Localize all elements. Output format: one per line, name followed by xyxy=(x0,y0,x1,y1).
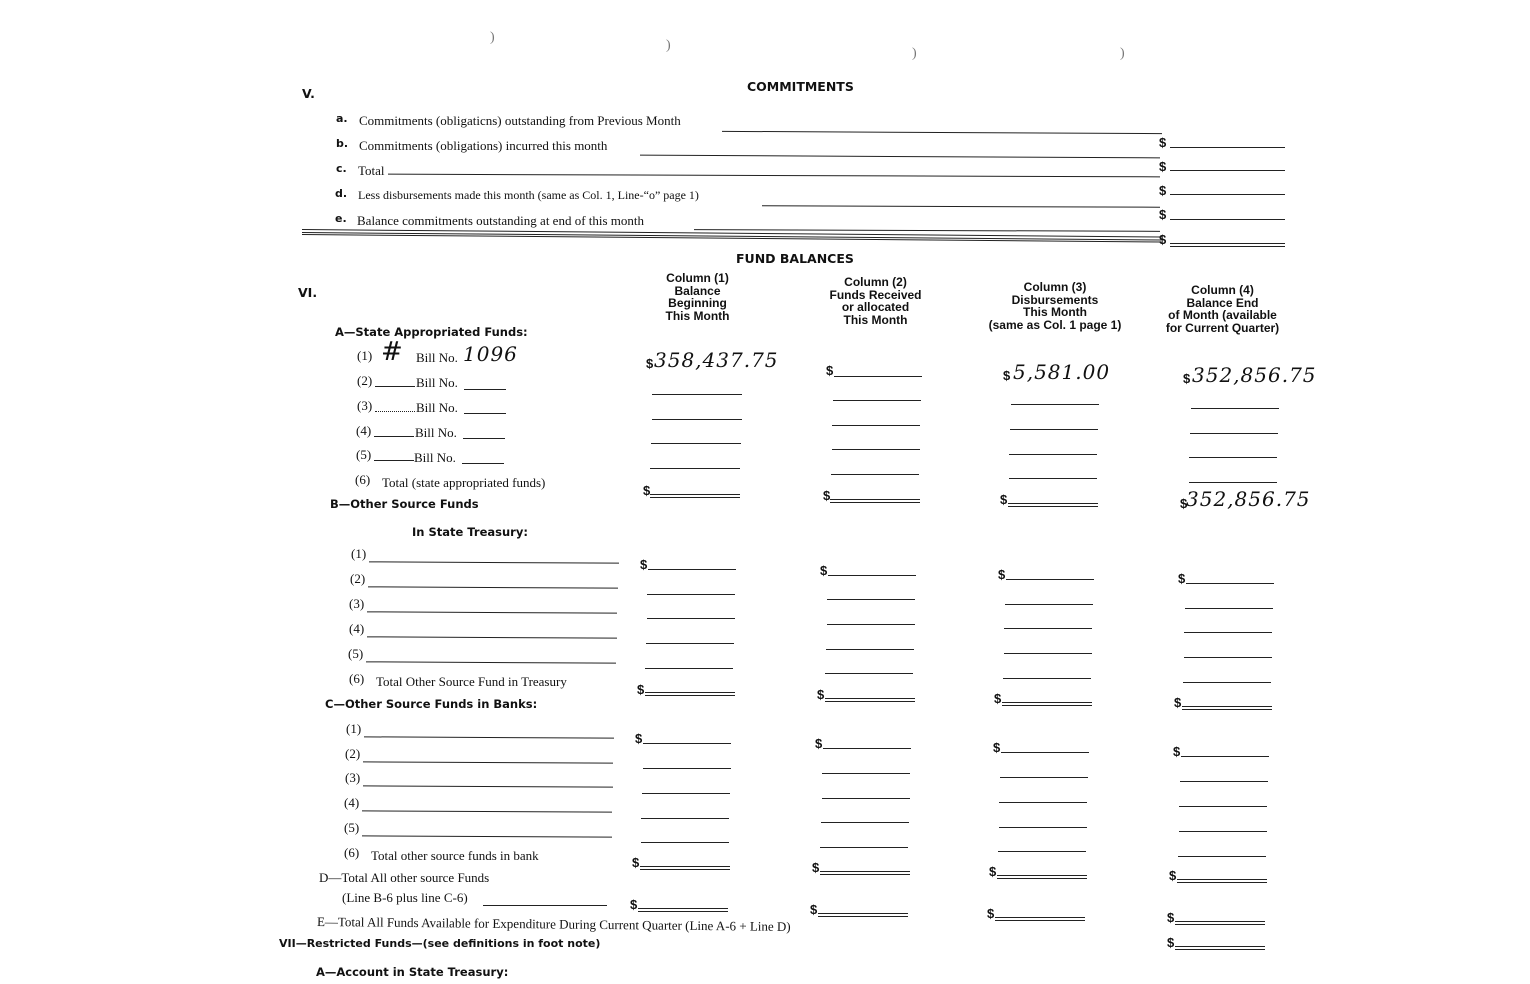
c-row-num-5: (5) xyxy=(344,820,360,835)
restricted-funds-amount[interactable] xyxy=(1175,946,1265,950)
column-1-header: Column (1) Balance Beginning This Month xyxy=(665,271,730,323)
a3-col1[interactable] xyxy=(652,419,742,420)
b1-col4[interactable] xyxy=(1186,583,1274,584)
scan-speck: ) xyxy=(912,46,917,61)
b6-col3[interactable] xyxy=(1002,702,1092,706)
dollar-sign: $ xyxy=(1173,744,1181,759)
a-row-5-bill-number[interactable] xyxy=(462,463,504,464)
commitment-text-a: Commitments (obligaticns) outstanding from Previous Month xyxy=(359,113,681,128)
b3-col1[interactable] xyxy=(647,618,735,619)
b1-col3[interactable] xyxy=(1006,579,1094,580)
dollar-sign: $ xyxy=(994,691,1002,706)
b3-col2[interactable] xyxy=(827,624,915,625)
b-row-num-1: (1) xyxy=(351,546,367,561)
a-row-num-4: (4) xyxy=(356,423,372,438)
a3-col3[interactable] xyxy=(1010,429,1098,430)
a4-col2[interactable] xyxy=(832,449,920,450)
c-total-num: (6) xyxy=(344,845,360,860)
c-row-2-name[interactable] xyxy=(363,761,613,763)
d-col4[interactable] xyxy=(1175,921,1265,925)
c2-col1[interactable] xyxy=(643,768,731,769)
a-row-3-mark-line[interactable] xyxy=(375,411,415,412)
a-row-5-mark-line[interactable] xyxy=(374,460,414,461)
a3-col4[interactable] xyxy=(1190,433,1278,434)
c5-col1[interactable] xyxy=(641,842,729,843)
c3-col3[interactable] xyxy=(999,802,1087,803)
banks-heading: C—Other Source Funds in Banks: xyxy=(325,697,538,711)
a-row-2-bill-label: Bill No. xyxy=(416,375,458,390)
dollar-sign: $ xyxy=(1159,207,1167,222)
c-row-5-name[interactable] xyxy=(362,835,612,837)
a2-col4[interactable] xyxy=(1191,408,1279,409)
dollar-sign: $ xyxy=(1167,910,1175,925)
b3-col3[interactable] xyxy=(1004,628,1092,629)
a4-col3[interactable] xyxy=(1009,454,1097,455)
commitment-amount-b[interactable] xyxy=(1170,170,1285,171)
dollar-sign: $ xyxy=(998,567,1006,582)
c2-col4[interactable] xyxy=(1180,781,1268,782)
a-row-2-mark-line[interactable] xyxy=(375,386,415,387)
scan-speck: ) xyxy=(1120,46,1125,61)
column-2-header: Column (2) Funds Received or allocated This Month xyxy=(829,275,922,327)
dollar-sign: $ xyxy=(635,731,643,746)
c-row-num-4: (4) xyxy=(344,795,360,810)
dollar-sign: $ xyxy=(1159,232,1167,247)
commitment-amount-e[interactable] xyxy=(1170,243,1285,247)
commitment-leader-a xyxy=(722,131,1162,134)
a-row-1-bill-number: 1096 xyxy=(463,342,518,366)
commitment-letter-b: b. xyxy=(336,137,349,150)
a-row-4-bill-label: Bill No. xyxy=(415,425,457,440)
b-row-num-3: (3) xyxy=(349,596,365,611)
c4-col2[interactable] xyxy=(821,822,909,823)
a-row-1-bill-label: Bill No. xyxy=(416,350,458,365)
c1-col3[interactable] xyxy=(1001,752,1089,753)
d-col2[interactable] xyxy=(818,913,908,917)
a5-col1[interactable] xyxy=(650,468,740,469)
a-total-label: Total (state appropriated funds) xyxy=(382,475,546,490)
c-total-label: Total other source funds in bank xyxy=(371,848,539,863)
b-total-num: (6) xyxy=(349,671,365,686)
dollar-sign: $ xyxy=(1159,135,1167,150)
commitment-text-b: Commitments (obligations) incurred this month xyxy=(359,138,608,153)
commitment-amount-a[interactable] xyxy=(1170,147,1285,148)
b5-col1[interactable] xyxy=(645,668,733,669)
commitment-leader-c xyxy=(388,174,1160,178)
b4-col4[interactable] xyxy=(1184,657,1272,658)
dollar-sign: $ xyxy=(637,682,645,697)
a-row-4-mark-line[interactable] xyxy=(374,436,414,437)
commitment-letter-a: a. xyxy=(336,112,348,125)
a5-col4[interactable] xyxy=(1189,482,1277,483)
dollar-sign: $ xyxy=(1159,159,1167,174)
commitment-letter-e: e. xyxy=(335,212,347,225)
c4-col1[interactable] xyxy=(641,818,729,819)
dollar-sign: $ xyxy=(817,687,825,702)
a-total-num: (6) xyxy=(355,472,371,487)
b-row-num-5: (5) xyxy=(348,646,364,661)
dollar-sign: $ xyxy=(1169,868,1177,883)
dollar-sign: $ xyxy=(1159,183,1167,198)
b2-col2[interactable] xyxy=(827,599,915,600)
b6-col2[interactable] xyxy=(825,698,915,702)
dollar-sign: $ xyxy=(993,740,1001,755)
b-row-num-2: (2) xyxy=(350,571,366,586)
c4-col3[interactable] xyxy=(999,827,1087,828)
a1-col4-amount[interactable]: 352,856.75 xyxy=(1192,363,1317,387)
dollar-sign: $ xyxy=(640,557,648,572)
a6-col3[interactable] xyxy=(1008,503,1098,507)
a3-col2[interactable] xyxy=(832,425,920,426)
b-row-2-name[interactable] xyxy=(368,586,618,588)
a-row-4-bill-number[interactable] xyxy=(463,438,505,439)
commitments-title: COMMITMENTS xyxy=(747,79,854,94)
dollar-sign: $ xyxy=(812,860,820,875)
c-row-num-1: (1) xyxy=(346,721,362,736)
d-col3[interactable] xyxy=(995,917,1085,921)
commitment-text-e: Balance commitments outstanding at end of this month xyxy=(357,213,645,228)
a4-col1[interactable] xyxy=(651,443,741,444)
a6-col1[interactable] xyxy=(650,494,740,498)
column-3-header: Column (3) Disbursements This Month (same as Col. 1 page 1) xyxy=(988,280,1122,332)
c5-col4[interactable] xyxy=(1178,856,1266,857)
dollar-sign: $ xyxy=(810,902,818,917)
c3-col2[interactable] xyxy=(822,798,910,799)
restricted-funds-heading: VII—Restricted Funds—(see definitions in foot note) xyxy=(279,937,601,950)
d-col1[interactable] xyxy=(638,908,728,912)
dollar-sign: $ xyxy=(1167,935,1175,950)
b-row-num-4: (4) xyxy=(349,621,365,636)
dollar-sign: $ xyxy=(989,864,997,879)
b5-col2[interactable] xyxy=(825,673,913,674)
b2-col1[interactable] xyxy=(647,594,735,595)
b5-col3[interactable] xyxy=(1003,678,1091,679)
dollar-sign: $ xyxy=(987,906,995,921)
commitment-text-d: Less disbursements made this month (same as Col. 1, Line-“o” page 1) xyxy=(358,188,699,202)
c-row-3-name[interactable] xyxy=(363,785,613,787)
b4-col1[interactable] xyxy=(646,643,734,644)
b-row-5-name[interactable] xyxy=(366,661,616,663)
dollar-sign: $ xyxy=(1003,368,1011,383)
a2-col3[interactable] xyxy=(1011,404,1099,405)
c1-col4[interactable] xyxy=(1181,756,1269,757)
dollar-sign: $ xyxy=(1178,571,1186,586)
c4-col4[interactable] xyxy=(1179,831,1267,832)
b1-col1[interactable] xyxy=(648,569,736,570)
a-row-num-3: (3) xyxy=(357,398,373,413)
dollar-sign: $ xyxy=(1180,496,1188,511)
dollar-sign: $ xyxy=(820,563,828,578)
c-row-1-name[interactable] xyxy=(364,736,614,738)
in-state-treasury-subheading: In State Treasury: xyxy=(412,525,528,539)
fund-balances-title: FUND BALANCES xyxy=(736,251,854,266)
dollar-sign: $ xyxy=(1174,695,1182,710)
c5-col2[interactable] xyxy=(820,847,908,848)
commitment-leader-d xyxy=(762,205,1160,207)
a-row-num-1: (1) xyxy=(357,348,373,363)
a1-col2[interactable] xyxy=(834,376,922,377)
a-row-5-bill-label: Bill No. xyxy=(414,450,456,465)
dollar-sign: $ xyxy=(632,855,640,870)
b-row-3-name[interactable] xyxy=(367,611,617,613)
b4-col3[interactable] xyxy=(1004,653,1092,654)
a-row-3-bill-label: Bill No. xyxy=(416,400,458,415)
b6-col4[interactable] xyxy=(1182,706,1272,710)
c1-col2[interactable] xyxy=(823,748,911,749)
c2-col3[interactable] xyxy=(1000,777,1088,778)
account-state-treasury-heading: A—Account in State Treasury: xyxy=(316,965,509,979)
commitment-text-c: Total xyxy=(358,163,385,178)
other-source-heading: B—Other Source Funds xyxy=(330,497,479,511)
c-row-num-2: (2) xyxy=(345,746,361,761)
c3-col4[interactable] xyxy=(1179,806,1267,807)
b5-col4[interactable] xyxy=(1183,682,1271,683)
c5-col3[interactable] xyxy=(998,851,1086,852)
a1-col1-amount[interactable]: 358,437.75 xyxy=(654,348,779,372)
section-vi-numeral: VI. xyxy=(298,285,318,300)
dollar-sign: $ xyxy=(815,736,823,751)
c-row-4-name[interactable] xyxy=(362,810,612,812)
a4-col4[interactable] xyxy=(1189,457,1277,458)
a-row-num-5: (5) xyxy=(356,447,372,462)
commitment-leader-e xyxy=(694,229,1160,232)
state-appropriated-heading: A—State Appropriated Funds: xyxy=(335,325,528,339)
b2-col4[interactable] xyxy=(1185,608,1273,609)
c3-col1[interactable] xyxy=(642,793,730,794)
a-row-3-bill-number[interactable] xyxy=(464,413,506,414)
dollar-sign: $ xyxy=(1000,492,1008,507)
c-row-num-3: (3) xyxy=(345,770,361,785)
a5-col2[interactable] xyxy=(831,474,919,475)
b4-col2[interactable] xyxy=(826,649,914,650)
section-v-numeral: V. xyxy=(302,86,315,101)
a6-col2[interactable] xyxy=(830,499,920,503)
b6-col1[interactable] xyxy=(645,692,735,696)
commitment-letter-d: d. xyxy=(335,187,348,200)
scan-speck: ) xyxy=(666,38,671,53)
scan-speck: ) xyxy=(490,30,495,45)
a6-col4-amount[interactable]: 352,856.75 xyxy=(1186,487,1311,511)
a2-col1[interactable] xyxy=(652,394,742,395)
c6-col3[interactable] xyxy=(997,875,1087,879)
commitment-letter-c: c. xyxy=(336,162,347,175)
b-row-4-name[interactable] xyxy=(367,636,617,638)
dollar-sign: $ xyxy=(643,483,651,498)
c6-col2[interactable] xyxy=(820,871,910,875)
a-row-num-2: (2) xyxy=(357,373,373,388)
dollar-sign: $ xyxy=(823,488,831,503)
a1-col3-amount[interactable]: 5,581.00 xyxy=(1013,360,1111,384)
d-total-leader xyxy=(483,905,607,906)
commitment-leader-b xyxy=(640,155,1160,159)
a-row-2-bill-number[interactable] xyxy=(464,389,506,390)
dollar-sign: $ xyxy=(826,363,834,378)
b-total-label: Total Other Source Fund in Treasury xyxy=(376,674,567,689)
b-row-1-name[interactable] xyxy=(369,561,619,563)
commitment-amount-d[interactable] xyxy=(1170,219,1285,220)
d-total-sublabel: (Line B-6 plus line C-6) xyxy=(342,890,468,905)
a5-col3[interactable] xyxy=(1009,478,1097,479)
c6-col1[interactable] xyxy=(640,866,730,870)
e-total-label: E—Total All Funds Available for Expenditure During Current Quarter (Line A-6 + Line D) xyxy=(316,914,791,934)
commitment-amount-c[interactable] xyxy=(1170,194,1285,195)
b1-col2[interactable] xyxy=(828,575,916,576)
a2-col2[interactable] xyxy=(833,400,921,401)
b3-col4[interactable] xyxy=(1184,632,1272,633)
column-4-header: Column (4) Balance End of Month (available for Current Quarter) xyxy=(1165,283,1280,335)
dollar-sign: $ xyxy=(630,897,638,912)
dollar-sign: $ xyxy=(1183,371,1191,386)
c1-col1[interactable] xyxy=(643,743,731,744)
c2-col2[interactable] xyxy=(822,773,910,774)
b2-col3[interactable] xyxy=(1005,604,1093,605)
d-total-label: D—Total All other source Funds xyxy=(319,870,490,885)
c6-col4[interactable] xyxy=(1177,879,1267,883)
dollar-sign: $ xyxy=(646,356,654,371)
a-row-1-mark: # xyxy=(381,337,404,367)
